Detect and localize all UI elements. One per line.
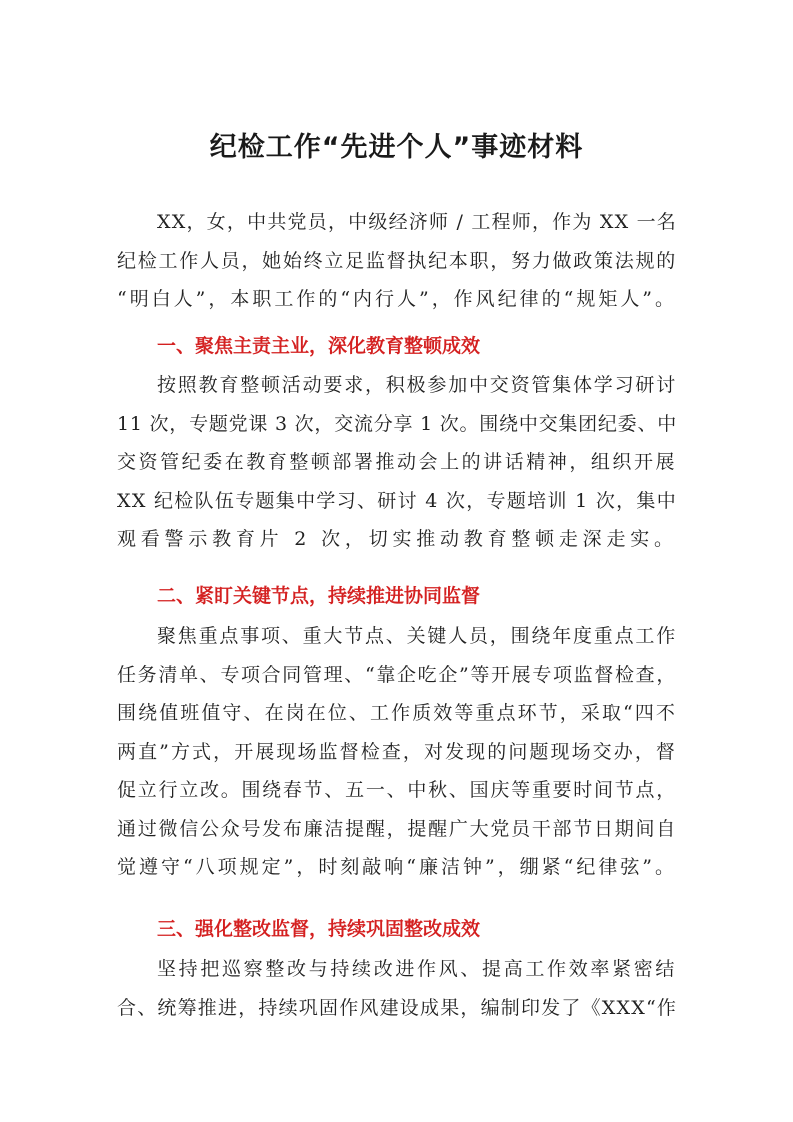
section-heading-2: 二、紧盯关键节点，持续推进协同监督 — [157, 585, 481, 607]
paragraph-line: 按照教育整顿活动要求，积极参加中交资管集体学习研讨 — [157, 374, 678, 396]
intro-line: XX，女，中共党员，中级经济师 / 工程师，作为 XX 一名 — [157, 211, 677, 233]
paragraph-line: 促立行立改。围绕春节、五一、中秋、国庆等重要时间节点， — [117, 779, 677, 801]
section-heading-1: 一、聚焦主责主业，深化教育整顿成效 — [157, 335, 481, 357]
section-3-paragraph — [117, 950, 677, 1027]
paragraph-line: 坚持把巡察整改与持续改进作风、提高工作效率紧密结 — [157, 958, 678, 980]
document-title: 纪检工作“先进个人”事迹材料 — [209, 132, 584, 163]
paragraph-line: 围绕值班值守、在岗在位、工作质效等重点环节，采取“四不 — [117, 702, 677, 724]
intro-line: “明白人”，本职工作的“内行人”，作风纪律的“规矩人”。 — [117, 288, 678, 310]
paragraph-line: 合、统筹推进，持续巩固作风建设成果，编制印发了《XXX“作 — [117, 996, 678, 1019]
paragraph-line: XX 纪检队伍专题集中学习、研讨 4 次，专题培训 1 次，集中 — [117, 489, 678, 512]
section-1-paragraph — [117, 366, 677, 559]
paragraph-line: 觉遵守“八项规定”，时刻敲响“廉洁钟”，绷紧“纪律弦”。 — [117, 856, 678, 878]
paragraph-line: 交资管纪委在教育整顿部署推动会上的讲话精神，组织开展 — [117, 451, 678, 473]
intro-line: 纪检工作人员，她始终立足监督执纪本职，努力做政策法规的 — [117, 249, 677, 272]
section-heading-3: 三、强化整改监督，持续巩固整改成效 — [157, 918, 481, 940]
paragraph-line: 聚焦重点事项、重大节点、关键人员，围绕年度重点工作 — [157, 625, 678, 647]
paragraph-line: 通过微信公众号发布廉洁提醒，提醒广大党员干部节日期间自 — [117, 817, 677, 840]
section-2-paragraph — [117, 617, 677, 887]
paragraph-line: 观看警示教育片 2 次，切实推动教育整顿走深走实。 — [117, 528, 677, 550]
intro-paragraph — [117, 203, 677, 319]
paragraph-line: 11 次，专题党课 3 次，交流分享 1 次。围绕中交集团纪委、中 — [117, 412, 677, 435]
paragraph-line: 两直”方式，开展现场监督检查，对发现的问题现场交办，督 — [117, 740, 677, 763]
paragraph-line: 任务清单、专项合同管理、“靠企吃企”等开展专项监督检查， — [117, 663, 677, 686]
